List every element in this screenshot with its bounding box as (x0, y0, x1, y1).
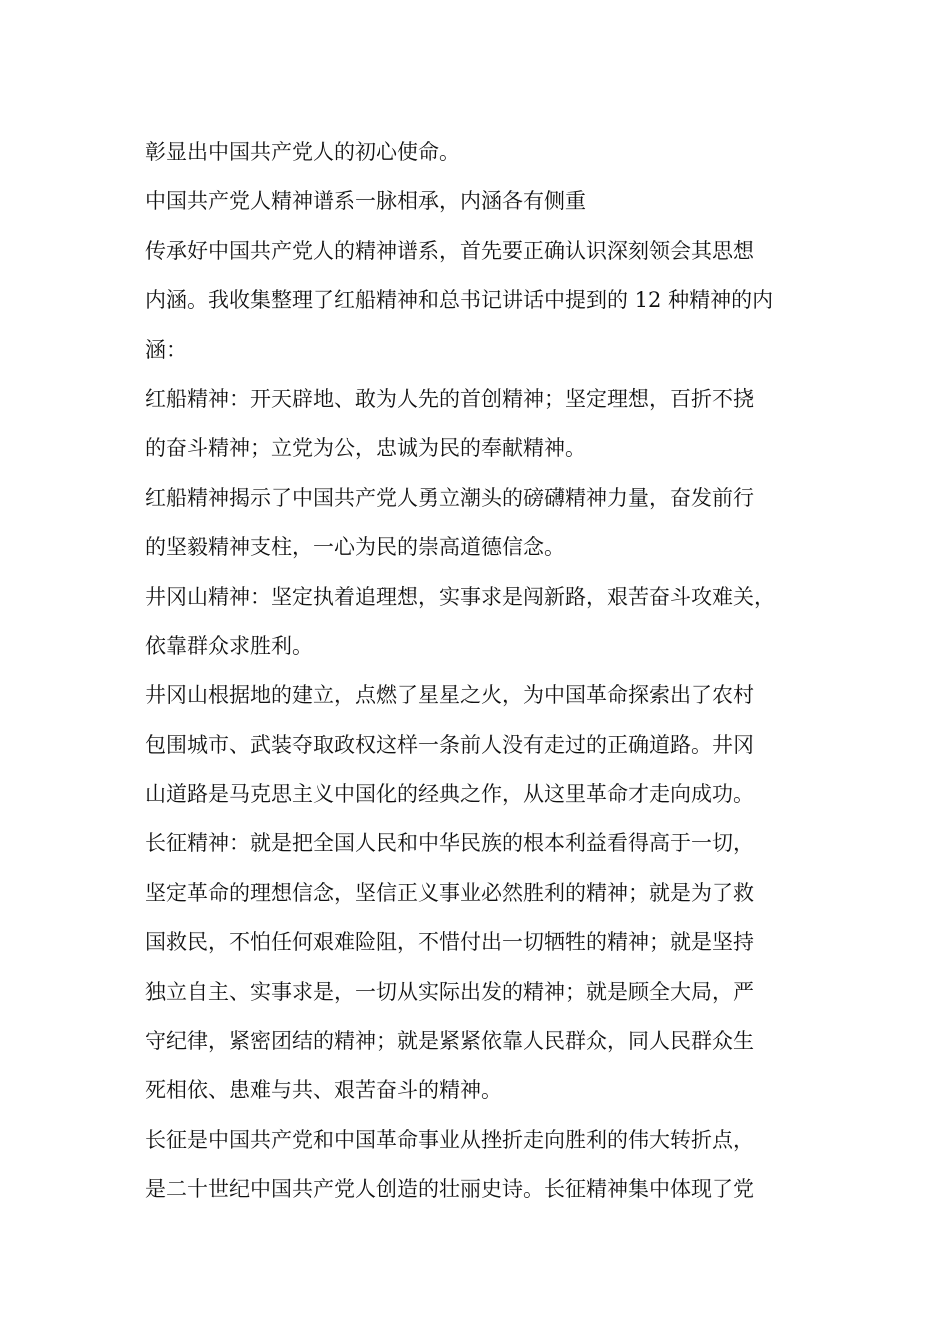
text-line: 中国共产党人精神谱系一脉相承，内涵各有侧重 (145, 189, 586, 214)
paragraph (145, 1116, 815, 1215)
text-line: 红船精神揭示了中国共产党人勇立潮头的磅礴精神力量，奋发前行 (145, 485, 754, 510)
text-line: 井冈山根据地的建立，点燃了星星之火，为中国革命探索出了农村 (145, 683, 754, 708)
text-line: 长征精神：就是把全国人民和中华民族的根本利益看得高于一切， (145, 831, 754, 856)
text-line: 彰显出中国共产党人的初心使命。 (145, 140, 460, 164)
text-line: 内涵。我收集整理了红船精神和总书记讲话中提到的 12 种精神的内 (145, 288, 774, 313)
paragraph (145, 573, 815, 672)
paragraph (145, 177, 815, 226)
text-line: 的奋斗精神；立党为公，忠诚为民的奉献精神。 (145, 436, 586, 461)
text-line: 包围城市、武装夺取政权这样一条前人没有走过的正确道路。井冈 (145, 732, 754, 757)
paragraph (145, 128, 815, 177)
paragraph (145, 375, 815, 474)
paragraph (145, 227, 815, 375)
paragraph (145, 819, 815, 1115)
text-line: 涵： (145, 337, 187, 362)
text-line: 长征是中国共产党和中国革命事业从挫折走向胜利的伟大转折点， (145, 1127, 754, 1152)
document-body (145, 128, 815, 1215)
text-line: 守纪律，紧密团结的精神；就是紧紧依靠人民群众，同人民群众生 (145, 1029, 754, 1054)
text-line: 依靠群众求胜利。 (145, 633, 313, 658)
text-line: 井冈山精神：坚定执着追理想，实事求是闯新路，艰苦奋斗攻难关， (145, 584, 775, 609)
text-line: 国救民，不怕任何艰难险阻，不惜付出一切牺牲的精神；就是坚持 (145, 930, 754, 955)
text-line: 独立自主、实事求是，一切从实际出发的精神；就是顾全大局，严 (145, 979, 754, 1004)
paragraph (145, 474, 815, 573)
text-line: 红船精神：开天辟地、敢为人先的首创精神；坚定理想，百折不挠 (145, 386, 754, 411)
paragraph (145, 671, 815, 819)
text-line: 山道路是马克思主义中国化的经典之作，从这里革命才走向成功。 (145, 782, 754, 807)
text-line: 坚定革命的理想信念，坚信正义事业必然胜利的精神；就是为了救 (145, 880, 754, 905)
text-line: 的坚毅精神支柱，一心为民的崇高道德信念。 (145, 535, 565, 560)
text-line: 传承好中国共产党人的精神谱系，首先要正确认识深刻领会其思想 (145, 238, 754, 263)
text-line: 死相依、患难与共、艰苦奋斗的精神。 (145, 1078, 502, 1103)
text-line: 是二十世纪中国共产党人创造的壮丽史诗。长征精神集中体现了党 (145, 1177, 754, 1202)
